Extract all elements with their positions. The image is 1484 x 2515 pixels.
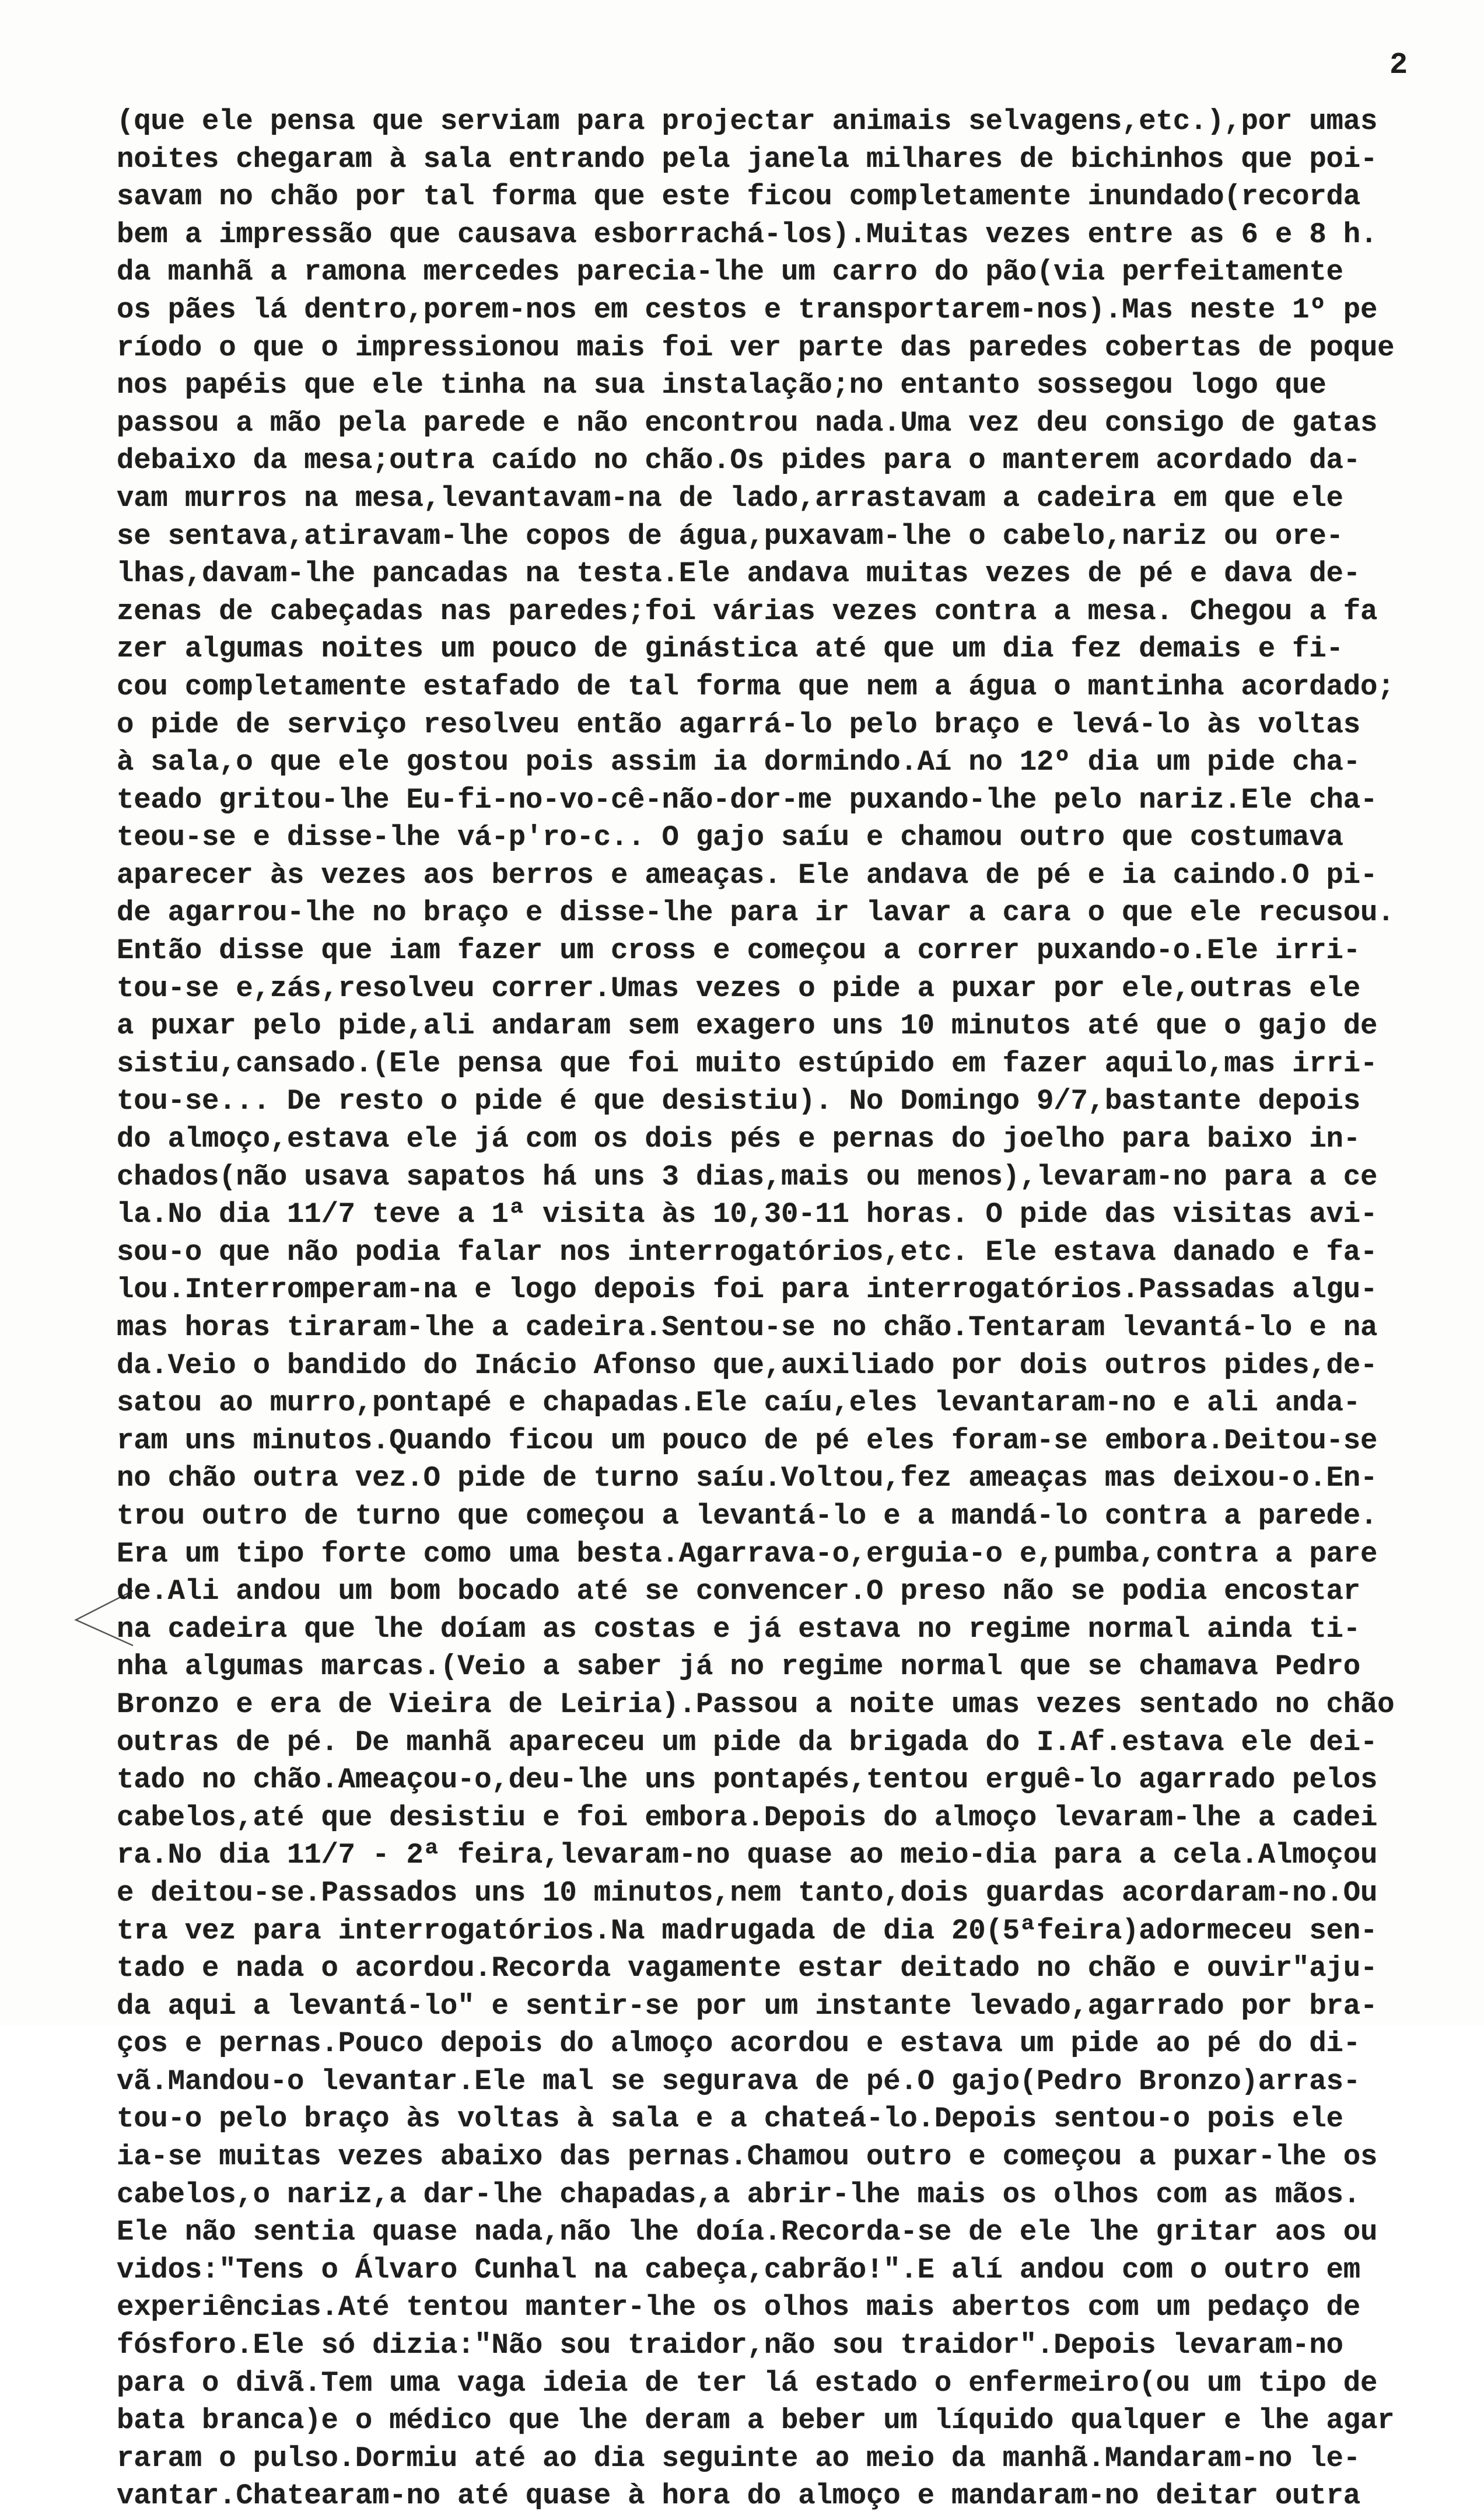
text-line: do almoço,estava ele já com os dois pés e pernas do joelho para baixo in- [117, 1123, 1360, 1156]
text-line: se sentava,atiravam-lhe copos de água,puxavam-lhe o cabelo,nariz ou ore- [117, 519, 1343, 553]
text-line: tado no chão.Ameaçou-o,deu-lhe uns pontapés,tentou erguê-lo agarrado pelos [117, 1763, 1378, 1797]
text-line: fósforo.Ele só dizia:"Não sou traidor,não sou traidor".Depois levaram-no [117, 2329, 1343, 2362]
text-line: ra.No dia 11/7 - 2ª feira,levaram-no quase ao meio-dia para a cela.Almoçou [117, 1839, 1378, 1872]
text-line: teado gritou-lhe Eu-fi-no-vo-cê-não-dor-me puxando-lhe pelo nariz.Ele cha- [117, 783, 1378, 816]
text-line: experiências.Até tentou manter-lhe os olhos mais abertos com um pedaço de [117, 2291, 1360, 2324]
page-number: 2 [1390, 48, 1408, 82]
text-line: passou a mão pela parede e não encontrou nada.Uma vez deu consigo de gatas [117, 406, 1378, 439]
text-line: raram o pulso.Dormiu até ao dia seguinte ao meio da manhã.Mandaram-no le- [117, 2441, 1360, 2475]
text-line: zer algumas noites um pouco de ginástica até que um dia fez demais e fi- [117, 633, 1343, 666]
text-line: lou.Interromperam-na e logo depois foi para interrogatórios.Passadas algu- [117, 1273, 1378, 1307]
text-line: mas horas tiraram-lhe a cadeira.Sentou-se no chão.Tentaram levantá-lo e na [117, 1311, 1378, 1344]
text-line: (que ele pensa que serviam para projectar animais selvagens,etc.),por umas [117, 105, 1378, 138]
text-line: savam no chão por tal forma que este ficou completamente inundado(recorda [117, 180, 1360, 214]
text-line: noites chegaram à sala entrando pela janela milhares de bichinhos que poi- [117, 142, 1378, 176]
text-line: aparecer às vezes aos berros e ameaças. Ele andava de pé e ia caindo.O pi- [117, 858, 1378, 892]
text-line: de agarrou-lhe no braço e disse-lhe para ir lavar a cara o que ele recusou. [117, 896, 1395, 930]
text-line: cabelos,até que desistiu e foi embora.Depois do almoço levaram-lhe a cadei [117, 1801, 1378, 1834]
text-line: para o divã.Tem uma vaga ideia de ter lá estado o enfermeiro(ou um tipo de [117, 2366, 1378, 2399]
text-line: e deitou-se.Passados uns 10 minutos,nem tanto,dois guardas acordaram-no.Ou [117, 1876, 1378, 1909]
text-line: lhas,davam-lhe pancadas na testa.Ele andava muitas vezes de pé e dava de- [117, 557, 1360, 591]
text-line: vidos:"Tens o Álvaro Cunhal na cabeça,cabrão!".E alí andou com o outro em [117, 2253, 1360, 2286]
text-line: outras de pé. De manhã apareceu um pide da brigada do I.Af.estava ele dei- [117, 1725, 1378, 1759]
text-line: tou-se... De resto o pide é que desistiu). No Domingo 9/7,bastante depois [117, 1085, 1360, 1118]
typed-text-body [117, 103, 1429, 2515]
text-line: nos papéis que ele tinha na sua instalação;no entanto sossegou logo que [117, 369, 1326, 402]
text-line: no chão outra vez.O pide de turno saíu.Voltou,fez ameaças mas deixou-o.En- [117, 1462, 1378, 1495]
text-line: da.Veio o bandido do Inácio Afonso que,auxiliado por dois outros pides,de- [117, 1349, 1378, 1382]
text-line: o pide de serviço resolveu então agarrá-lo pelo braço e levá-lo às voltas [117, 708, 1360, 741]
text-line: bata branca)e o médico que lhe deram a beber um líquido qualquer e lhe agar [117, 2404, 1395, 2437]
text-line: ram uns minutos.Quando ficou um pouco de pé eles foram-se embora.Deitou-se [117, 1424, 1378, 1457]
text-line: tou-o pelo braço às voltas à sala e a chateá-lo.Depois sentou-o pois ele [117, 2102, 1343, 2136]
text-line: Bronzo e era de Vieira de Leiria).Passou a noite umas vezes sentado no chão [117, 1688, 1395, 1721]
text-line: da aqui a levantá-lo" e sentir-se por um instante levado,agarrado por bra- [117, 1989, 1378, 2023]
text-line: Era um tipo forte como uma besta.Agarrava-o,erguia-o e,pumba,contra a pare [117, 1537, 1378, 1570]
text-line: Ele não sentia quase nada,não lhe doía.Recorda-se de ele lhe gritar aos ou [117, 2216, 1378, 2249]
text-line: debaixo da mesa;outra caído no chão.Os pides para o manterem acordado da- [117, 444, 1360, 477]
text-line: vantar.Chatearam-no até quase à hora do almoço e mandaram-no deitar outra [117, 2479, 1360, 2513]
text-line: sistiu,cansado.(Ele pensa que foi muito estúpido em fazer aquilo,mas irri- [117, 1047, 1378, 1080]
text-line: ríodo o que o impressionou mais foi ver parte das paredes cobertas de poque [117, 331, 1395, 364]
text-line: tou-se e,zás,resolveu correr.Umas vezes o pide a puxar por ele,outras ele [117, 972, 1360, 1005]
text-line: de.Ali andou um bom bocado até se convencer.O preso não se podia encostar [117, 1575, 1360, 1608]
text-line: satou ao murro,pontapé e chapadas.Ele caíu,eles levantaram-no e ali anda- [117, 1386, 1360, 1420]
text-line: à sala,o que ele gostou pois assim ia dormindo.Aí no 12º dia um pide cha- [117, 746, 1360, 779]
text-line: vã.Mandou-o levantar.Ele mal se segurava de pé.O gajo(Pedro Bronzo)arras- [117, 2065, 1360, 2098]
text-line: trou outro de turno que começou a levantá-lo e a mandá-lo contra a parede. [117, 1499, 1378, 1532]
text-line: nha algumas marcas.(Veio a saber já no regime normal que se chamava Pedro [117, 1650, 1360, 1683]
text-line: cabelos,o nariz,a dar-lhe chapadas,a abrir-lhe mais os olhos com as mãos. [117, 2178, 1360, 2211]
text-line: os pães lá dentro,porem-nos em cestos e transportarem-nos).Mas neste 1º pe [117, 293, 1378, 326]
text-line: da manhã a ramona mercedes parecia-lhe um carro do pão(via perfeitamente [117, 256, 1343, 289]
text-line: a puxar pelo pide,ali andaram sem exagero uns 10 minutos até que o gajo de [117, 1010, 1378, 1043]
text-line: ia-se muitas vezes abaixo das pernas.Chamou outro e começou a puxar-lhe os [117, 2140, 1378, 2174]
text-line: bem a impressão que causava esborrachá-los).Muitas vezes entre as 6 e 8 h. [117, 218, 1378, 251]
text-line: ços e pernas.Pouco depois do almoço acordou e estava um pide ao pé do di- [117, 2027, 1360, 2060]
text-line: tra vez para interrogatórios.Na madrugada de dia 20(5ªfeira)adormeceu sen- [117, 1914, 1378, 1947]
text-line: cou completamente estafado de tal forma que nem a água o mantinha acordado; [117, 670, 1395, 703]
text-line: vam murros na mesa,levantavam-na de lado,arrastavam a cadeira em que ele [117, 481, 1343, 515]
text-line: chados(não usava sapatos há uns 3 dias,mais ou menos),levaram-no para a ce [117, 1160, 1378, 1193]
text-line: tado e nada o acordou.Recorda vagamente estar deitado no chão e ouvir"aju- [117, 1952, 1378, 1985]
text-line: zenas de cabeçadas nas paredes;foi várias vezes contra a mesa. Chegou a fa [117, 595, 1378, 628]
text-line: la.No dia 11/7 teve a 1ª visita às 10,30-11 horas. O pide das visitas avi- [117, 1198, 1378, 1231]
text-line: teou-se e disse-lhe vá-p'ro-c.. O gajo saíu e chamou outro que costumava [117, 821, 1343, 854]
text-line: na cadeira que lhe doíam as costas e já estava no regime normal ainda ti- [117, 1612, 1360, 1646]
text-line: sou-o que não podia falar nos interrogatórios,etc. Ele estava danado e fa- [117, 1235, 1378, 1269]
text-line: Então disse que iam fazer um cross e começou a correr puxando-o.Ele irri- [117, 934, 1360, 967]
